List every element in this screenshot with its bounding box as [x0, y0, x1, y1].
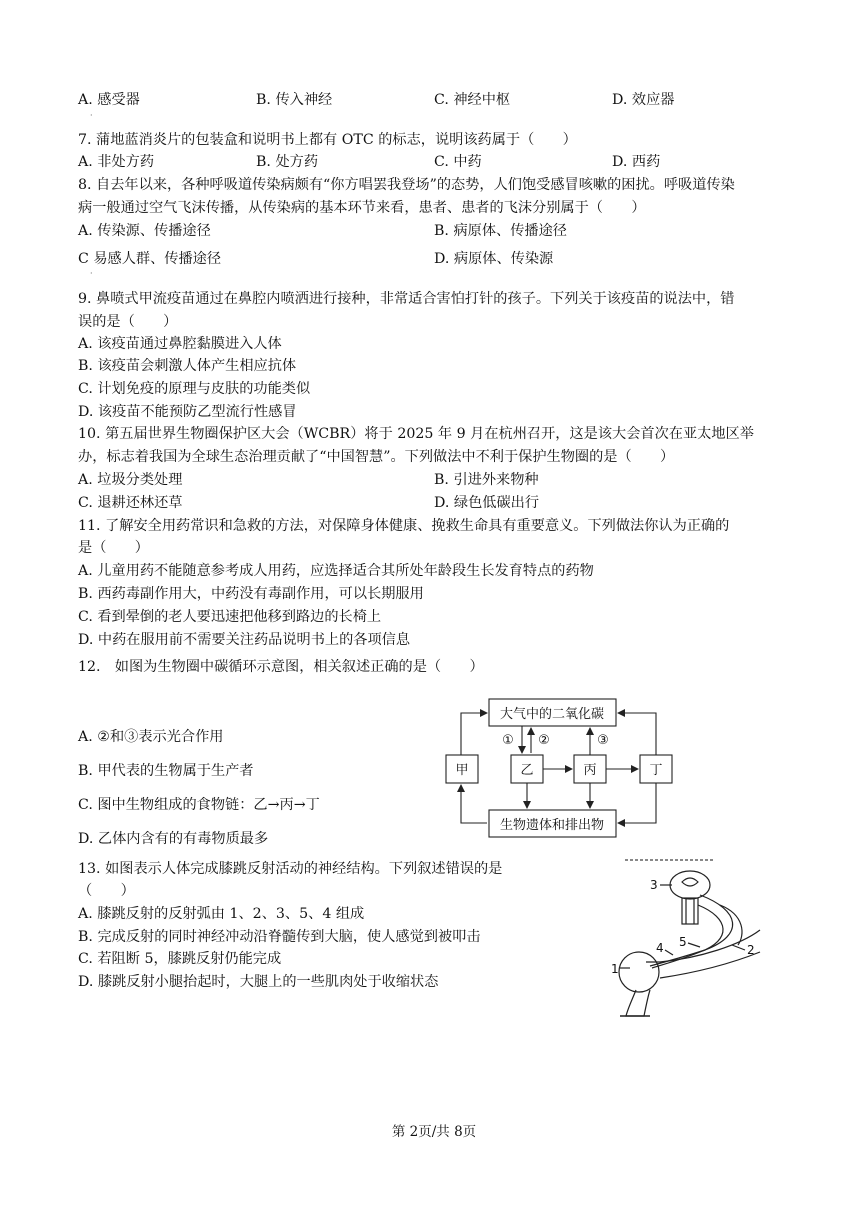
- q13-option-d: D. 膝跳反射小腿抬起时，大腿上的一些肌肉处于收缩状态: [78, 974, 439, 990]
- q10-option-b: B. 引进外来物种: [434, 472, 539, 488]
- q9-stem-line1: 9. 鼻喷式甲流疫苗通过在鼻腔内喷洒进行接种，非常适合害怕打针的孩子。下列关于该疫苗的说法中，错: [78, 291, 735, 307]
- q8-option-c: C 易感人群、传播途径: [78, 251, 222, 267]
- figure-label-1: 1: [611, 962, 619, 976]
- q9-option-b: B. 该疫苗会刺激人体产生相应抗体: [78, 358, 297, 374]
- q12-option-c: C. 图中生物组成的食物链：乙→丙→丁: [78, 797, 320, 813]
- figure-label-5: 5: [679, 935, 687, 949]
- q6-option-c: C. 神经中枢: [434, 92, 511, 108]
- q11-option-d: D. 中药在服用前不需要关注药品说明书上的各项信息: [78, 632, 411, 648]
- arrow-3-label: ③: [597, 733, 609, 748]
- q6-option-d: D. 效应器: [612, 92, 675, 108]
- q13-option-c: C. 若阻断 5，膝跳反射仍能完成: [78, 951, 282, 967]
- q7-option-d: D. 西药: [612, 154, 661, 170]
- knee-jerk-reflex-figure: [600, 856, 770, 1024]
- q11-option-c: C. 看到晕倒的老人要迅速把他移到路边的长椅上: [78, 609, 382, 625]
- arrow-1-label: ①: [502, 733, 514, 748]
- q11-option-a: A. 儿童用药不能随意参考成人用药，应选择适合其所处年龄段生长发育特点的药物: [78, 563, 594, 579]
- q10-option-c: C. 退耕还林还草: [78, 495, 183, 511]
- q13-option-b: B. 完成反射的同时神经冲动沿脊髓传到大脑，使人感觉到被叩击: [78, 929, 481, 945]
- q7-option-c: C. 中药: [434, 154, 482, 170]
- q12-stem: 12. 如图为生物圈中碳循环示意图，相关叙述正确的是（ ）: [78, 659, 484, 675]
- q9-option-c: C. 计划免疫的原理与皮肤的功能类似: [78, 381, 311, 397]
- atmosphere-co2-label: 大气中的二氧化碳: [499, 707, 605, 722]
- bing-label: 丙: [583, 763, 597, 778]
- q7-option-a: A. 非处方药: [78, 154, 155, 170]
- q10-option-a: A. 垃圾分类处理: [78, 472, 183, 488]
- q8-stem-line2: 病一般通过空气飞沫传播，从传染病的基本环节来看，患者、患者的飞沫分别属于（ ）: [78, 200, 646, 216]
- figure-label-4: 4: [656, 941, 664, 955]
- q8-option-b: B. 病原体、传播途径: [434, 223, 567, 239]
- ding-label: 丁: [649, 763, 663, 778]
- q12-option-a: A. ②和③表示光合作用: [78, 729, 224, 745]
- arrow-2-label: ②: [538, 733, 550, 748]
- q8-option-d: D. 病原体、传染源: [434, 251, 554, 267]
- figure-label-3: 3: [650, 878, 658, 892]
- q13-option-a: A. 膝跳反射的反射弧由 1、2、3、5、4 组成: [78, 906, 365, 922]
- q11-stem-line1: 11. 了解安全用药常识和急救的方法，对保障身体健康、挽救生命具有重要意义。下列做法你认为正确的: [78, 518, 730, 534]
- q9-stem-line2: 误的是（ ）: [78, 314, 178, 330]
- q10-stem-line2: 办，标志着我国为全球生态治理贡献了“中国智慧”。下列做法中不利于保护生物圈的是（ ）: [78, 449, 675, 465]
- q7-stem: 7. 蒲地蓝消炎片的包装盒和说明书上都有 OTC 的标志，说明该药属于（ ）: [78, 132, 577, 148]
- q12-option-b: B. 甲代表的生物属于生产者: [78, 763, 254, 779]
- q13-stem-line2: （ ）: [78, 883, 135, 899]
- yi-label: 乙: [520, 763, 534, 778]
- q13-stem-line1: 13. 如图表示人体完成膝跳反射活动的神经结构。下列叙述错误的是: [78, 861, 503, 877]
- q7-option-b: B. 处方药: [256, 154, 319, 170]
- q6-option-a: A. 感受器: [78, 92, 140, 108]
- figure-label-2: 2: [747, 943, 755, 957]
- q10-stem-line1: 10. 第五届世界生物圈保护区大会（WCBR）将于 2025 年 9 月在杭州召开，这是该大会首次在亚太地区举: [78, 426, 754, 442]
- carbon-cycle-diagram: [440, 690, 680, 850]
- q8-stem-line1: 8. 自去年以来，各种呼吸道传染病颇有“你方唱罢我登场”的态势，人们饱受感冒咳嗽的困扰。呼吸道传染: [78, 177, 735, 193]
- q11-stem-line2: 是（ ）: [78, 540, 149, 556]
- q10-option-d: D. 绿色低碳出行: [434, 495, 540, 511]
- mark-dot: ·: [90, 111, 93, 120]
- q6-option-b: B. 传入神经: [256, 92, 333, 108]
- q9-option-d: D. 该疫苗不能预防乙型流行性感冒: [78, 404, 297, 420]
- mark-dot: ·: [90, 269, 93, 278]
- q8-option-a: A. 传染源、传播途径: [78, 223, 211, 239]
- jia-label: 甲: [455, 763, 469, 778]
- q12-option-d: D. 乙体内含有的有毒物质最多: [78, 831, 269, 847]
- page-number-footer: 第 2页/共 8页: [391, 1124, 477, 1140]
- q11-option-b: B. 西药毒副作用大，中药没有毒副作用，可以长期服用: [78, 586, 424, 602]
- remains-excreta-label: 生物遗体和排出物: [499, 818, 605, 833]
- q9-option-a: A. 该疫苗通过鼻腔黏膜进入人体: [78, 336, 282, 352]
